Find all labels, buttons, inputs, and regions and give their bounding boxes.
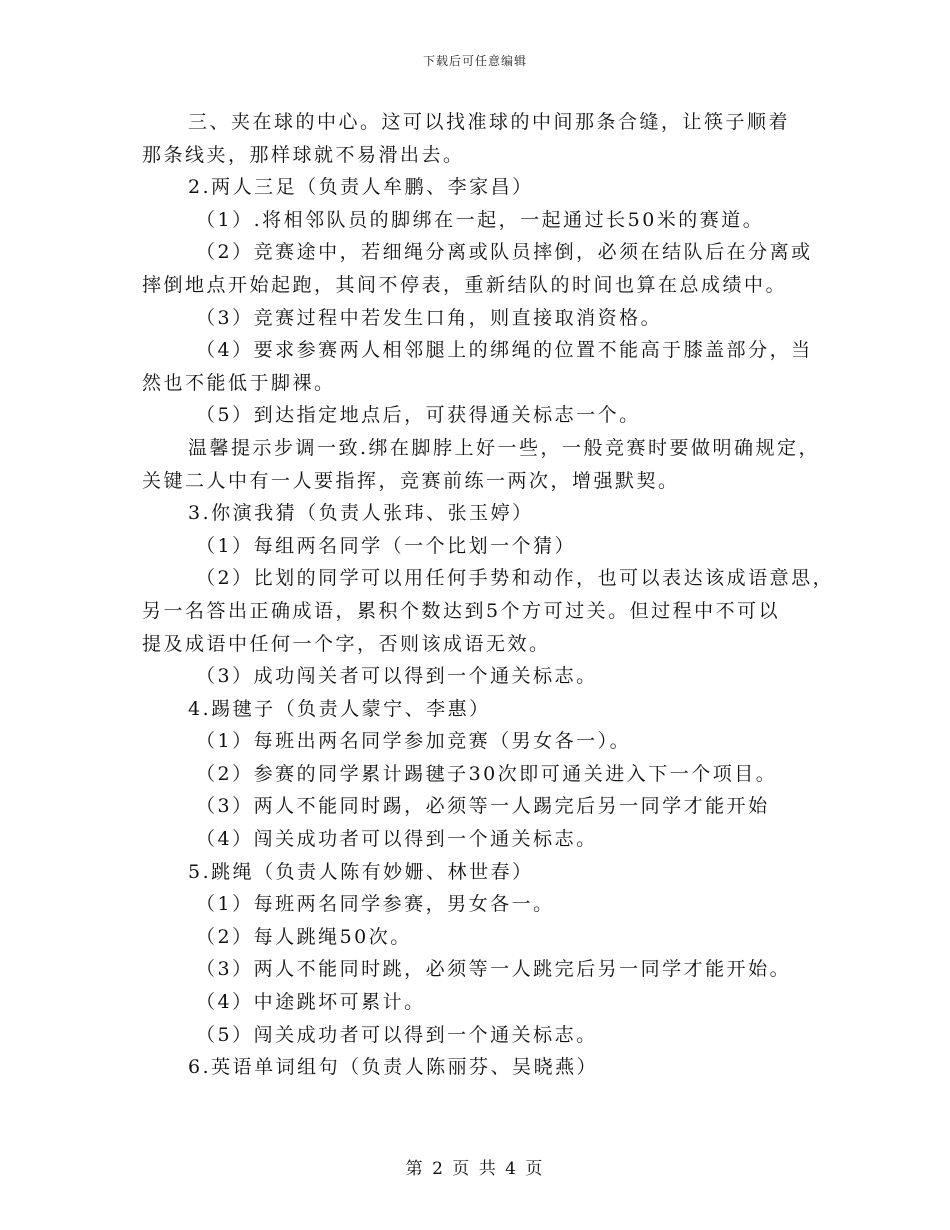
- list-item: （3）成功闯关者可以得到一个通关标志。: [196, 665, 598, 688]
- list-item: （4）中途跳坏可累计。: [196, 991, 426, 1014]
- list-item: （1）.将相邻队员的脚绑在一起，一起通过长50米的赛道。: [196, 208, 765, 231]
- list-item: （2）参赛的同学累计踢毽子30次即可通关进入下一个项目。: [196, 762, 778, 785]
- section-heading: 2.两人三足（负责人牟鹏、李家昌）: [188, 176, 534, 199]
- list-item: （3）竞赛过程中若发生口角，则直接取消资格。: [196, 306, 663, 329]
- page-footer: 第 2 页 共 4 页: [405, 1159, 545, 1179]
- list-item: （4）要求参赛两人相邻腿上的绑绳的位置不能高于膝盖部分，当: [196, 339, 813, 362]
- list-item: （1）每组两名同学（一个比划一个猜）: [196, 534, 577, 557]
- paragraph-line: 那条线夹，那样球就不易滑出去。: [142, 143, 465, 166]
- section-heading: 4.踢毽子（负责人蒙宁、李惠）: [188, 697, 491, 720]
- paragraph-line: 提及成语中任何一个字，否则该成语无效。: [142, 632, 551, 655]
- list-item: （4）闯关成功者可以得到一个通关标志。: [196, 828, 598, 851]
- list-item: （5）到达指定地点后，可获得通关标志一个。: [196, 404, 641, 427]
- section-heading: 6.英语单词组句（负责人陈丽芬、吴晓燕）: [188, 1056, 599, 1079]
- paragraph-line: 温馨提示步调一致.绑在脚脖上好一些，一般竞赛时要做明确规定，: [188, 436, 821, 459]
- list-item: （2）每人跳绳50次。: [196, 925, 412, 948]
- paragraph-line: 摔倒地点开始起跑，其间不停表，重新结队的时间也算在总成绩中。: [142, 273, 788, 296]
- section-heading: 5.跳绳（负责人陈有妙姗、林世春）: [188, 860, 534, 883]
- list-item: （2）竞赛途中，若细绳分离或队员摔倒，必须在结队后在分离或: [196, 241, 813, 264]
- paragraph-line: 关键二人中有一人要指挥，竞赛前练一两次，增强默契。: [142, 469, 680, 492]
- list-item: （5）闯关成功者可以得到一个通关标志。: [196, 1023, 598, 1046]
- list-item: （1）每班两名同学参赛，男女各一。: [196, 893, 555, 916]
- paragraph-line: 另一名答出正确成语，累积个数达到5个方可过关。但过程中不可以: [142, 599, 781, 622]
- paragraph-line: 三、夹在球的中心。这可以找准球的中间那条合缝，让筷子顺着: [188, 111, 791, 133]
- list-item: （1）每班出两名同学参加竞赛（男女各一）。: [196, 730, 632, 753]
- document-body: [142, 106, 835, 1084]
- list-item: （3）两人不能同时跳，必须等一人跳完后另一同学才能开始。: [196, 958, 792, 981]
- section-heading: 3.你演我猜（负责人张玮、张玉婷）: [188, 502, 534, 525]
- page-header: 下载后可任意编辑: [422, 54, 527, 68]
- list-item: （3）两人不能同时踢，必须等一人踢完后另一同学才能开始: [196, 795, 770, 818]
- paragraph-line: 然也不能低于脚裸。: [142, 371, 336, 394]
- list-item: （2）比划的同学可以用任何手势和动作，也可以表达该成语意思，: [196, 567, 835, 590]
